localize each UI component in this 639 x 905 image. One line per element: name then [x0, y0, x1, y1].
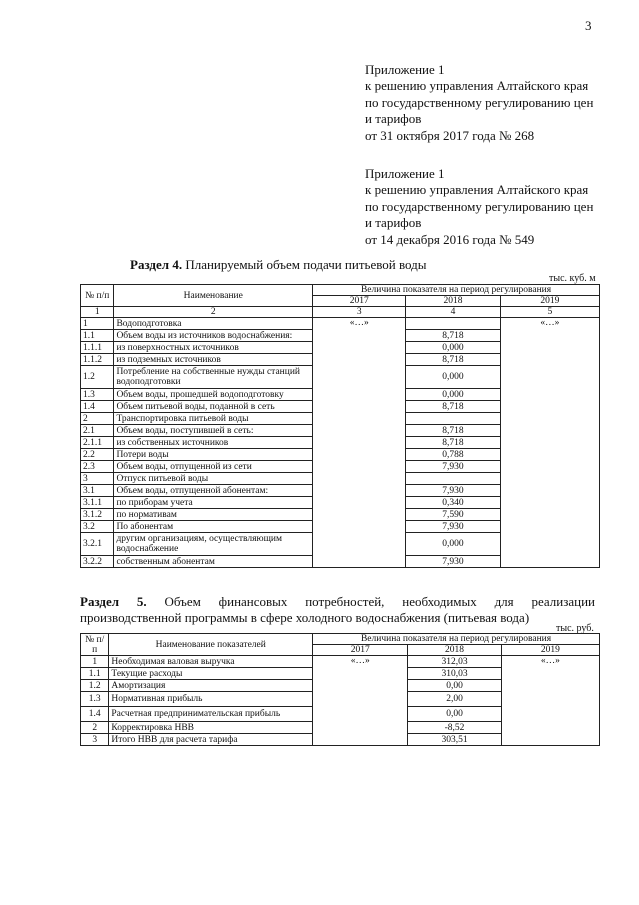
appendix-line: по государственному регулированию цен — [365, 94, 594, 110]
row-number: 1.1 — [81, 330, 114, 342]
col-name-header: Наименование — [114, 285, 313, 307]
row-name: Объем питьевой воды, поданной в сеть — [114, 401, 313, 413]
row-number: 3.1 — [81, 485, 114, 497]
col-index: 1 — [81, 307, 114, 318]
row-name: Объем воды, отпущенной абонентам: — [114, 485, 313, 497]
row-number: 2 — [81, 722, 109, 734]
value-2018: 7,930 — [406, 485, 500, 497]
row-name: собственным абонентам — [114, 556, 313, 568]
col-2018-header: 2018 — [408, 645, 501, 656]
value-2018 — [406, 473, 500, 485]
placeholder-2019: «…» — [501, 656, 599, 746]
row-name: Объем воды, поступившей в сеть: — [114, 425, 313, 437]
appendix-line: от 31 октября 2017 года № 268 — [365, 127, 535, 143]
col-period-header: Величина показателя на период регулирования — [313, 634, 600, 645]
value-2018: 0,000 — [406, 366, 500, 389]
value-2018: 0,000 — [406, 533, 500, 556]
row-name: Текущие расходы — [109, 668, 313, 680]
appendix-line: к решению управления Алтайского края — [365, 78, 589, 94]
col-2018-header: 2018 — [406, 296, 500, 307]
row-number: 1.2 — [81, 366, 114, 389]
row-number: 3 — [81, 734, 109, 746]
row-name: Объем воды из источников водоснабжения: — [114, 330, 313, 342]
row-number: 3.2 — [81, 521, 114, 533]
value-2018 — [406, 413, 500, 425]
col-num-header: № п/п — [81, 634, 109, 656]
value-2018 — [406, 318, 500, 330]
value-2018: 7,930 — [406, 521, 500, 533]
value-2018: 7,590 — [406, 509, 500, 521]
value-2018: 0,788 — [406, 449, 500, 461]
row-name: другим организациям, осуществляющим водоснабжение — [114, 533, 313, 556]
appendix-line: от 14 декабря 2016 года № 549 — [365, 231, 535, 247]
value-2018: 8,718 — [406, 354, 500, 366]
appendix-line: по государственному регулированию цен — [365, 198, 594, 214]
value-2018: 303,51 — [408, 734, 501, 746]
value-2018: 2,00 — [408, 692, 501, 707]
value-2018: -8,52 — [408, 722, 501, 734]
row-name: по нормативам — [114, 509, 313, 521]
row-number: 1.2 — [81, 680, 109, 692]
row-name: Потребление на собственные нужды станций водоподготовки — [114, 366, 313, 389]
row-name: Объем воды, прошедшей водоподготовку — [114, 389, 313, 401]
value-2018: 312,03 — [408, 656, 501, 668]
row-name: Объем воды, отпущенной из сети — [114, 461, 313, 473]
value-2018: 8,718 — [406, 425, 500, 437]
row-name: Корректировка НВВ — [109, 722, 313, 734]
value-2018: 7,930 — [406, 556, 500, 568]
appendix-header-previous — [365, 166, 593, 248]
col-index: 4 — [406, 307, 500, 318]
row-name: Потери воды — [114, 449, 313, 461]
section5-unit: тыс. руб. — [556, 623, 594, 634]
row-name: Отпуск питьевой воды — [114, 473, 313, 485]
placeholder-2017: «…» — [313, 656, 408, 746]
value-2018: 0,00 — [408, 707, 501, 722]
section5-table — [80, 633, 600, 746]
page-number: 3 — [585, 18, 592, 33]
table-row — [81, 656, 600, 668]
row-name: из собственных источников — [114, 437, 313, 449]
col-period-header: Величина показателя на период регулирования — [313, 285, 600, 296]
appendix-header-current — [365, 62, 593, 144]
section5-label: Раздел 5. — [80, 594, 147, 609]
value-2018: 0,00 — [408, 680, 501, 692]
placeholder-2017: «…» — [313, 318, 406, 568]
row-number: 1.1.1 — [81, 342, 114, 354]
section4-label: Раздел 4. — [130, 257, 183, 272]
row-number: 3 — [81, 473, 114, 485]
section4-title-text: Планируемый объем подачи питьевой воды — [185, 257, 427, 272]
value-2018: 0,340 — [406, 497, 500, 509]
row-name: Транспортировка питьевой воды — [114, 413, 313, 425]
appendix-line: Приложение 1 — [365, 166, 445, 181]
row-number: 1.3 — [81, 692, 109, 707]
row-name: Нормативная прибыль — [109, 692, 313, 707]
row-number: 2 — [81, 413, 114, 425]
row-number: 2.1 — [81, 425, 114, 437]
value-2018: 310,03 — [408, 668, 501, 680]
row-number: 1.1.2 — [81, 354, 114, 366]
row-number: 1.4 — [81, 707, 109, 722]
row-number: 1.1 — [81, 668, 109, 680]
col-index: 5 — [500, 307, 599, 318]
row-number: 1 — [81, 656, 109, 668]
table-row — [81, 318, 600, 330]
row-number: 2.2 — [81, 449, 114, 461]
col-num-header: № п/п — [81, 285, 114, 307]
row-number: 1 — [81, 318, 114, 330]
row-name: из подземных источников — [114, 354, 313, 366]
value-2018: 8,718 — [406, 401, 500, 413]
value-2018: 8,718 — [406, 330, 500, 342]
row-name: по приборам учета — [114, 497, 313, 509]
row-name: Итого НВВ для расчета тарифа — [109, 734, 313, 746]
row-number: 3.1.1 — [81, 497, 114, 509]
section4-title — [130, 257, 427, 273]
row-name: Необходимая валовая выручка — [109, 656, 313, 668]
appendix-line: Приложение 1 — [365, 62, 445, 77]
row-name: Водоподготовка — [114, 318, 313, 330]
row-number: 1.3 — [81, 389, 114, 401]
value-2018: 0,000 — [406, 389, 500, 401]
appendix-line: к решению управления Алтайского края — [365, 182, 589, 198]
col-index: 3 — [313, 307, 406, 318]
col-2017-header: 2017 — [313, 645, 408, 656]
appendix-line: и тарифов — [365, 215, 422, 231]
col-name-header: Наименование показателей — [109, 634, 313, 656]
section5-title-text: Объем финансовых потребностей, необходимых для реализации производственной программы в сфере холодного водоснабжения (питьевая вода) — [80, 594, 596, 625]
row-number: 3.2.2 — [81, 556, 114, 568]
row-number: 2.1.1 — [81, 437, 114, 449]
placeholder-2019: «…» — [500, 318, 599, 568]
row-name: Амортизация — [109, 680, 313, 692]
row-name: из поверхностных источников — [114, 342, 313, 354]
value-2018: 0,000 — [406, 342, 500, 354]
col-index: 2 — [114, 307, 313, 318]
section4-table — [80, 284, 600, 568]
col-2017-header: 2017 — [313, 296, 406, 307]
col-2019-header: 2019 — [500, 296, 599, 307]
section4-unit: тыс. куб. м — [549, 273, 596, 284]
row-number: 3.1.2 — [81, 509, 114, 521]
row-number: 1.4 — [81, 401, 114, 413]
value-2018: 7,930 — [406, 461, 500, 473]
section5-title — [80, 594, 595, 626]
value-2018: 8,718 — [406, 437, 500, 449]
appendix-line: и тарифов — [365, 111, 422, 127]
col-2019-header: 2019 — [501, 645, 599, 656]
row-number: 3.2.1 — [81, 533, 114, 556]
row-name: Расчетная предпринимательская прибыль — [109, 707, 313, 722]
row-number: 2.3 — [81, 461, 114, 473]
row-name: По абонентам — [114, 521, 313, 533]
